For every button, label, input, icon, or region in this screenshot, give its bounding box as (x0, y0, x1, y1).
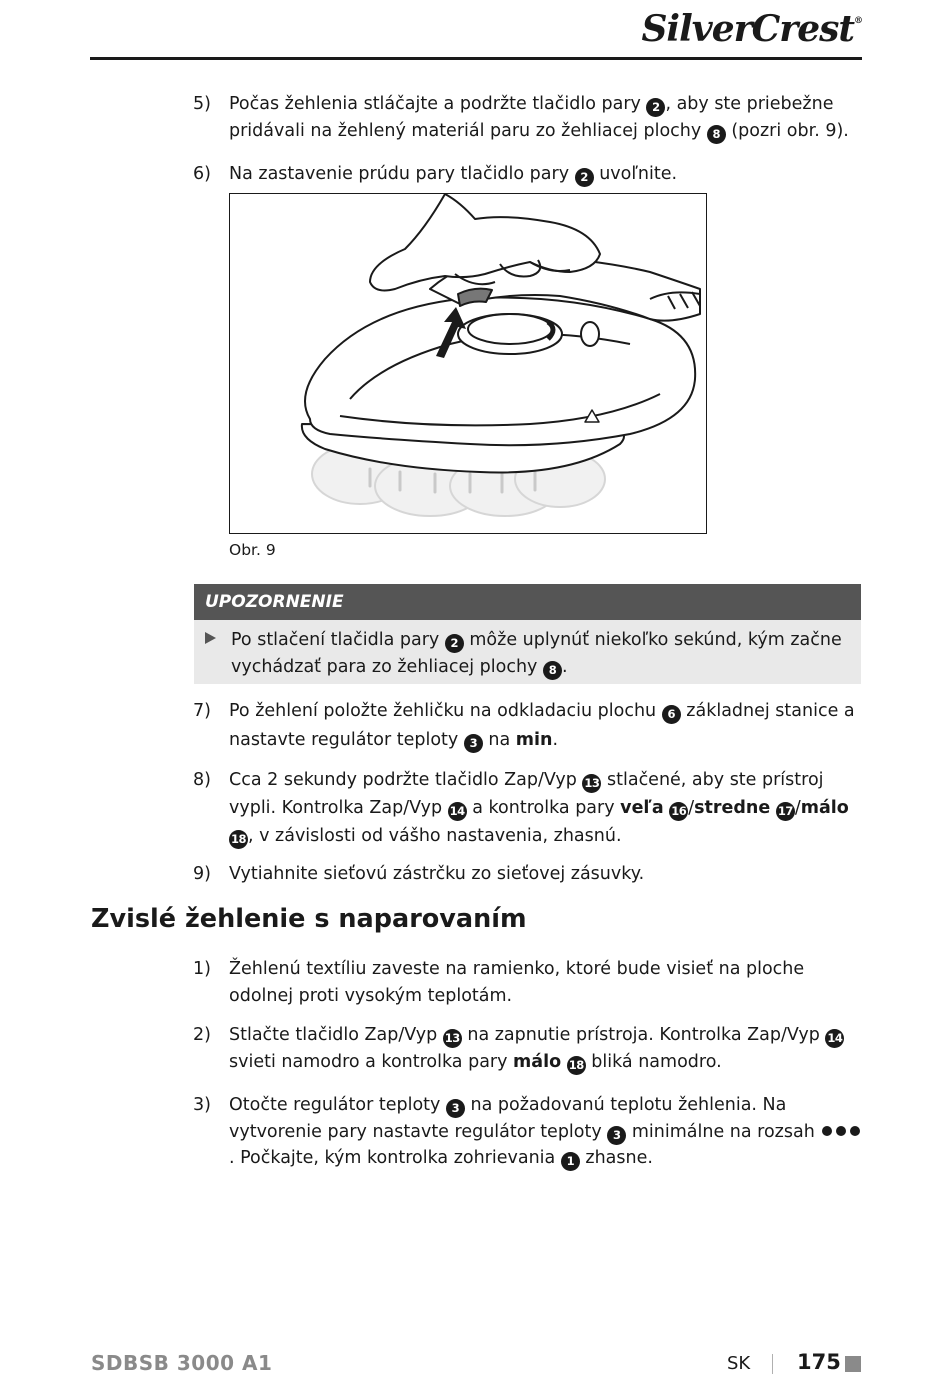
step-number: 7) (193, 701, 211, 721)
step-text: Po žehlení položte žehličku na odkladaciu plochu 6 základnej stanice a nastavte regulátor teploty 3 na min. (229, 697, 863, 755)
callout-2-icon: 2 (445, 634, 464, 653)
step-5 (193, 91, 863, 144)
step-number: 3) (193, 1095, 211, 1115)
step-number: 2) (193, 1025, 211, 1045)
callout-8-icon: 8 (707, 125, 726, 144)
step-text: Vytiahnite sieťovú zástrčku zo sieťovej zásuvky. (229, 864, 645, 884)
page-number: 175 (797, 1350, 841, 1374)
step-text: Na zastavenie prúdu pary tlačidlo pary 2 uvoľnite. (229, 161, 863, 188)
step-text: Otočte regulátor teploty 3 na požadovanú teplotu žehlenia. Na vytvorenie pary nastavte regulátor teploty 3 minimálne na rozsah . Počkajte, kým kontrolka zohrievania 1 zhasne. (229, 1092, 863, 1172)
callout-3-icon: 3 (464, 734, 483, 753)
callout-1-icon: 1 (561, 1152, 580, 1171)
callout-17-icon: 17 (776, 802, 795, 821)
footer-model: SDBSB 3000 A1 (91, 1351, 273, 1375)
indicator-button-icon (581, 322, 599, 346)
callout-18-icon: 18 (567, 1056, 586, 1075)
callout-14-icon: 14 (825, 1029, 844, 1048)
footer-square-icon (845, 1356, 861, 1372)
step-number: 1) (193, 959, 211, 979)
step-number: 6) (193, 164, 211, 184)
footer-separator (772, 1354, 773, 1374)
step-9 (193, 861, 863, 888)
callout-13-icon: 13 (443, 1029, 462, 1048)
callout-14-icon: 14 (448, 802, 467, 821)
steam-iron-illustration (230, 194, 706, 533)
step-2 (193, 1022, 863, 1075)
step-text: Stlačte tlačidlo Zap/Vyp 13 na zapnutie prístroja. Kontrolka Zap/Vyp 14 svieti namodro a kontrolka pary málo 18 bliká namodro. (229, 1022, 863, 1075)
notice-title: UPOZORNENIE (194, 584, 861, 620)
callout-16-icon: 16 (669, 802, 688, 821)
step-text: Počas žehlenia stláčajte a podržte tlačidlo pary 2 , aby ste priebežne pridávali na žehlený materiál paru zo žehliacej plochy 8 (pozri obr. 9). (229, 91, 863, 144)
callout-18-icon: 18 (229, 830, 248, 849)
callout-3-icon: 3 (607, 1126, 626, 1145)
callout-13-icon: 13 (582, 774, 601, 793)
figure-caption: Obr. 9 (229, 541, 276, 559)
step-3 (193, 1092, 863, 1172)
brand-name: SilverCrest (641, 8, 854, 50)
callout-6-icon: 6 (662, 705, 681, 724)
callout-2-icon: 2 (575, 168, 594, 187)
figure-9-steam-iron (229, 193, 707, 534)
notice-text: Po stlačení tlačidla pary 2 môže uplynúť niekoľko sekúnd, kým začne vychádzať para zo žehliacej plochy 8 . (194, 620, 861, 680)
three-dots-icon (820, 1122, 862, 1142)
callout-8-icon: 8 (543, 661, 562, 680)
header-rule (90, 57, 862, 60)
footer-language: SK (727, 1353, 751, 1374)
bold-min: min (515, 730, 553, 750)
callout-3-icon: 3 (446, 1099, 465, 1118)
step-text: Cca 2 sekundy podržte tlačidlo Zap/Vyp 13 stlačené, aby ste prístroj vypli. Kontrolka Zap/Vyp 14 a kontrolka pary veľa 16 /stredne 17 /málo 18 , v závislosti od vášho nastavenia, zhasnú. (229, 766, 863, 850)
callout-2-icon: 2 (646, 98, 665, 117)
step-7 (193, 697, 863, 755)
step-1 (193, 956, 863, 1009)
notice-box (194, 584, 861, 684)
step-number: 8) (193, 770, 211, 790)
step-number: 5) (193, 94, 211, 114)
silvercrest-logo (641, 8, 862, 50)
section-title: Zvislé žehlenie s naparovaním (91, 904, 527, 934)
registered-mark: ® (854, 16, 862, 26)
step-number: 9) (193, 864, 211, 884)
step-text: Žehlenú textíliu zaveste na ramienko, ktoré bude visieť na ploche odolnej proti vysokým teplotám. (229, 959, 805, 1006)
step-6 (193, 161, 863, 188)
step-8 (193, 766, 863, 850)
bullet-triangle-icon (205, 632, 216, 644)
